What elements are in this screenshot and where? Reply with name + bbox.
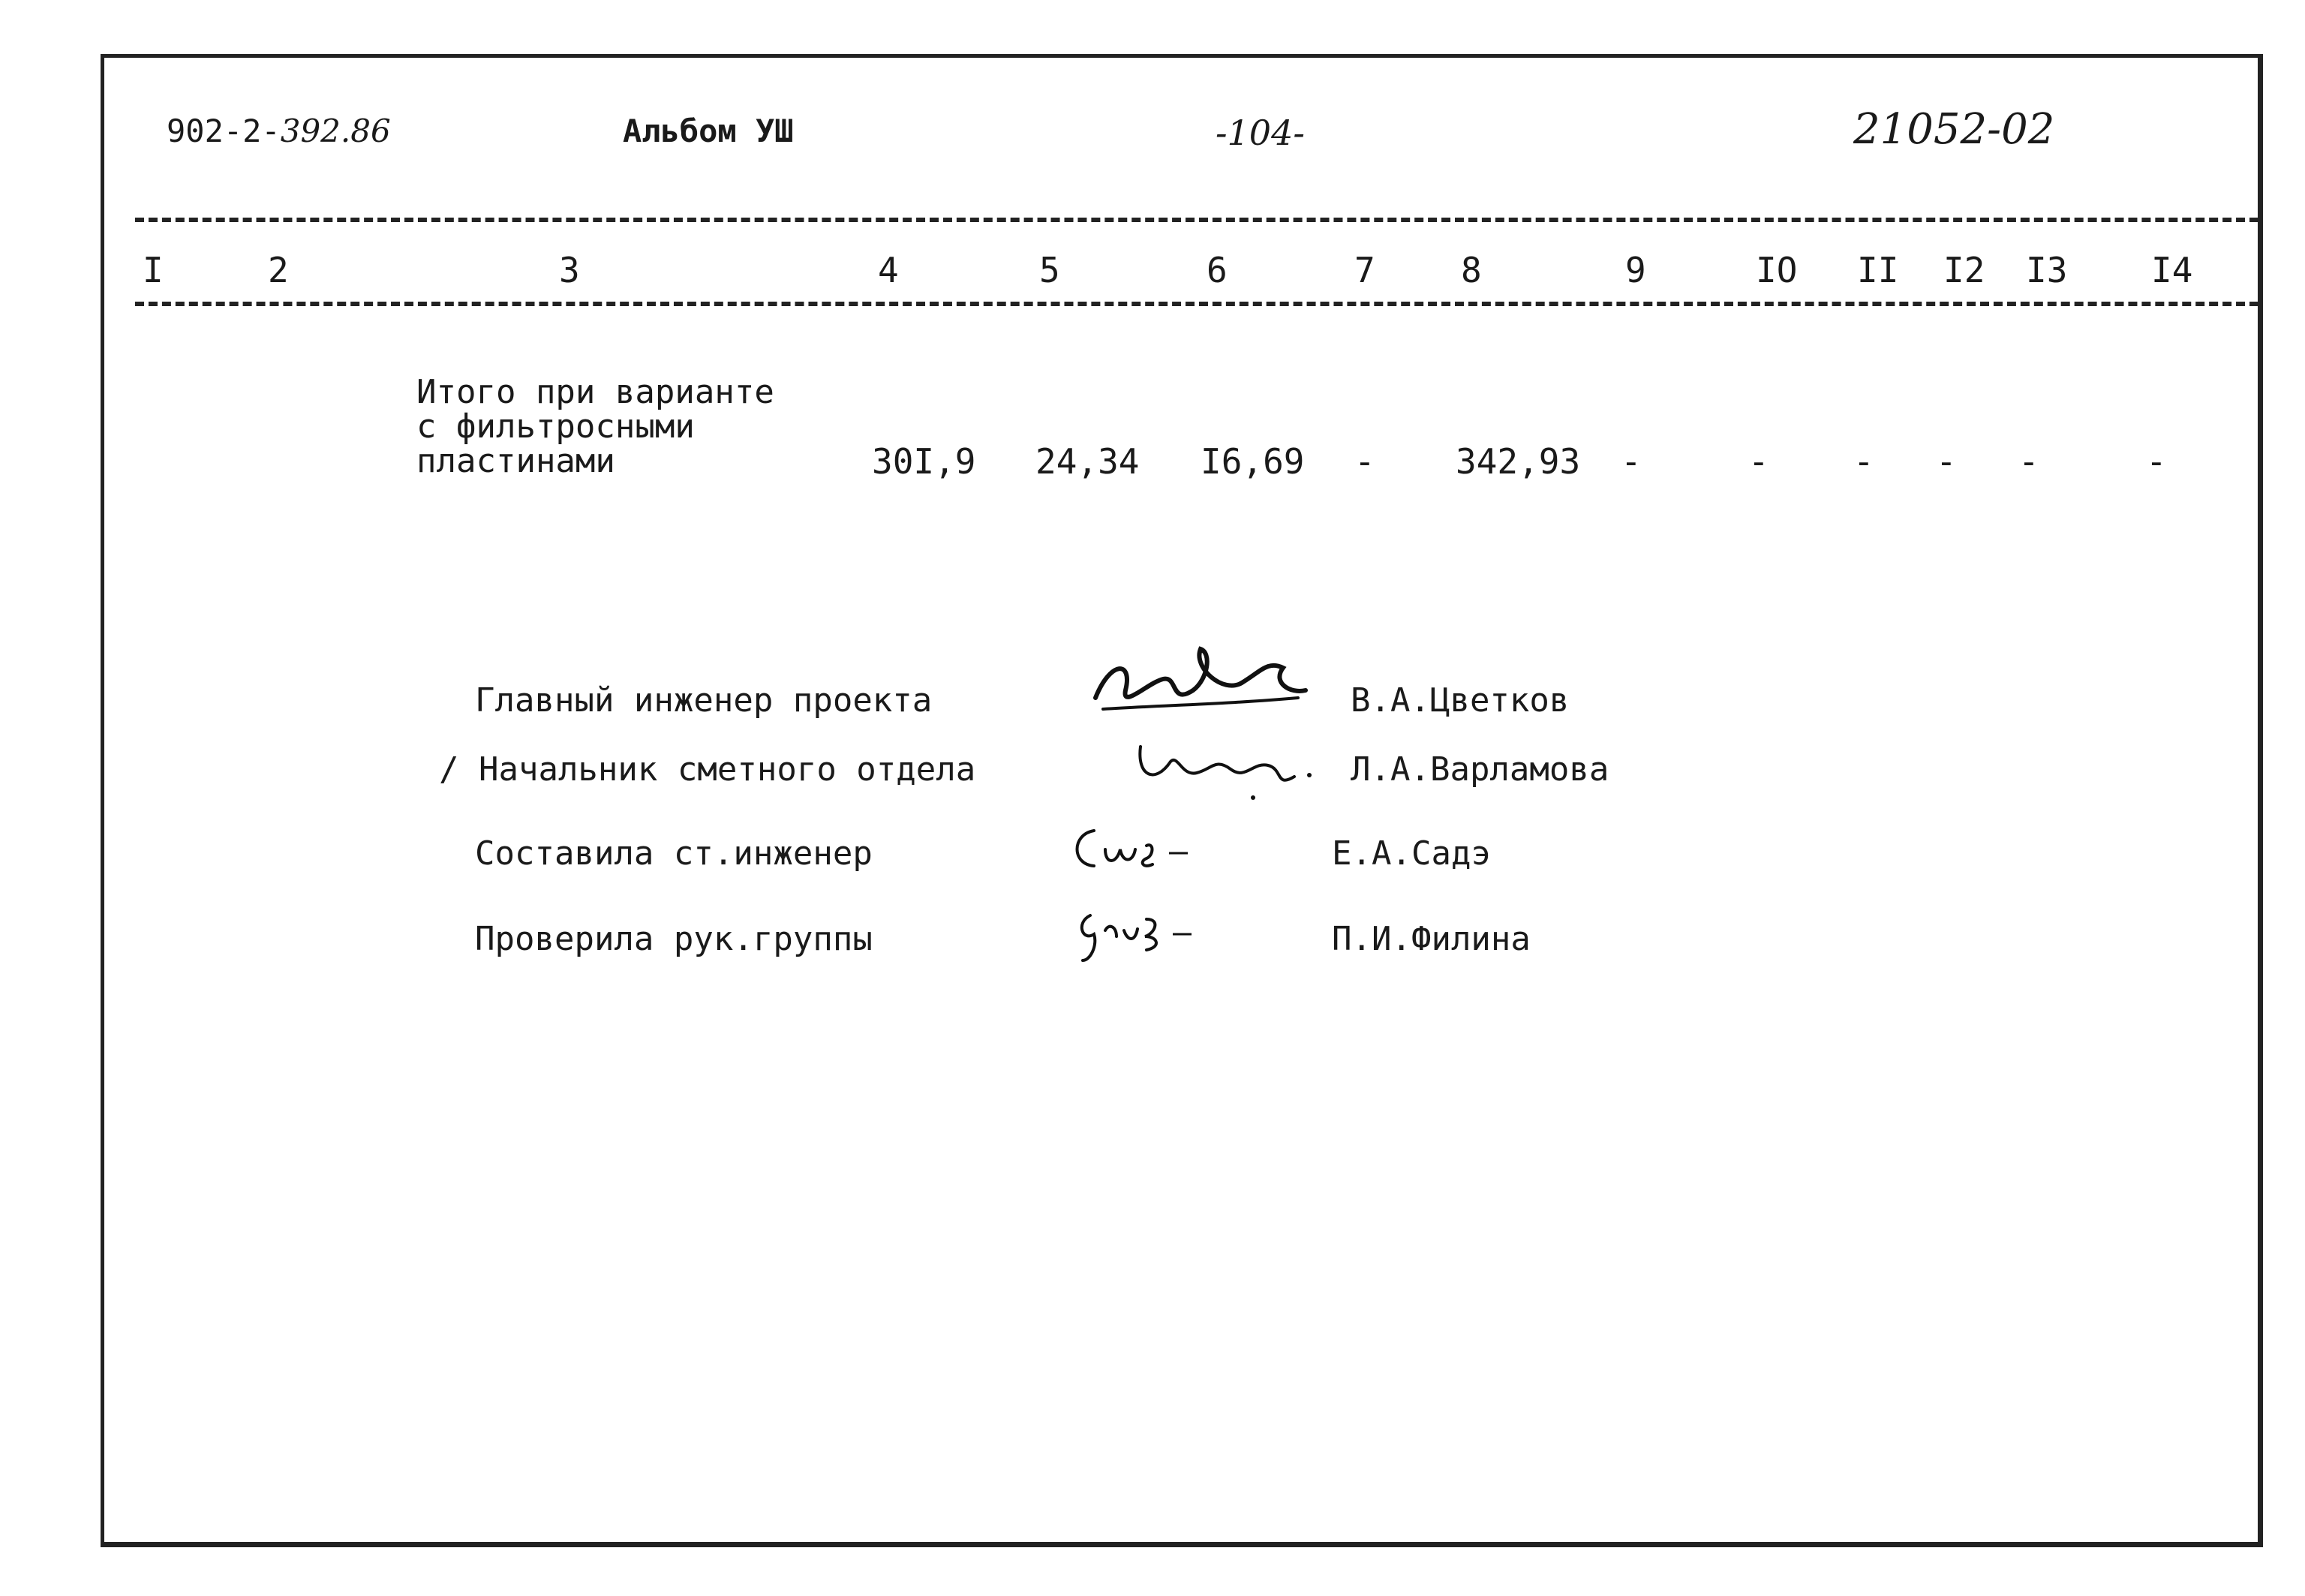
signature-role: Составила ст.инженер xyxy=(475,834,873,873)
signature-role: Проверила рук.группы xyxy=(475,920,873,958)
row-label-line: Итого при варианте xyxy=(416,373,774,411)
col-num-14: I4 xyxy=(2151,250,2193,290)
signature-role: / Начальник сметного отдела xyxy=(439,750,976,789)
sheet-code: 21052-02 xyxy=(1853,105,2055,154)
row-label-line: с фильтросными xyxy=(416,407,695,446)
col-num-6: 6 xyxy=(1207,250,1228,290)
col-num-9: 9 xyxy=(1625,250,1646,290)
cell-col11: - xyxy=(1853,441,1874,482)
signature-name: Л.А.Варламова xyxy=(1351,750,1609,789)
cell-col12: - xyxy=(1936,441,1957,482)
album-label: Альбом УШ xyxy=(623,113,794,149)
signature-mark-filina xyxy=(1064,900,1229,968)
cell-col10: - xyxy=(1748,441,1769,482)
row-label-line: пластинами xyxy=(416,442,615,480)
col-num-10: IO xyxy=(1756,250,1798,290)
col-num-8: 8 xyxy=(1461,250,1482,290)
doc-code-printed: 902-2- xyxy=(167,113,281,149)
cell-col7: - xyxy=(1354,441,1375,482)
row-label xyxy=(416,375,774,479)
header-dash-top xyxy=(135,218,2258,222)
cell-col4: 30I,9 xyxy=(872,441,976,482)
col-num-2: 2 xyxy=(268,250,289,290)
signature-name: Е.А.Садэ xyxy=(1332,834,1491,873)
col-num-3: 3 xyxy=(559,250,580,290)
cell-col14: - xyxy=(2146,441,2167,482)
col-num-5: 5 xyxy=(1039,250,1060,290)
cell-col9: - xyxy=(1621,441,1642,482)
col-num-11: II xyxy=(1857,250,1899,290)
signature-name: П.И.Филина xyxy=(1332,920,1531,958)
col-num-4: 4 xyxy=(878,250,899,290)
signature-mark-tsvetkov xyxy=(1080,638,1321,728)
col-num-13: I3 xyxy=(2026,250,2068,290)
cell-col13: - xyxy=(2018,441,2039,482)
cell-col5: 24,34 xyxy=(1035,441,1140,482)
doc-code-handwritten: 392.86 xyxy=(280,113,391,149)
signature-name: В.А.Цветков xyxy=(1351,681,1570,720)
cell-col8: 342,93 xyxy=(1456,441,1581,482)
col-num-12: I2 xyxy=(1943,250,1985,290)
doc-code xyxy=(167,113,391,149)
col-num-1: I xyxy=(143,250,164,290)
cell-col6: I6,69 xyxy=(1201,441,1305,482)
signature-mark-sade xyxy=(1064,819,1229,879)
header-dash-bottom xyxy=(135,302,2258,306)
page-number: -104- xyxy=(1216,113,1305,153)
col-num-7: 7 xyxy=(1354,250,1375,290)
signature-mark-varlamova xyxy=(1125,732,1321,807)
signature-role: Главный инженер проекта xyxy=(475,681,933,720)
